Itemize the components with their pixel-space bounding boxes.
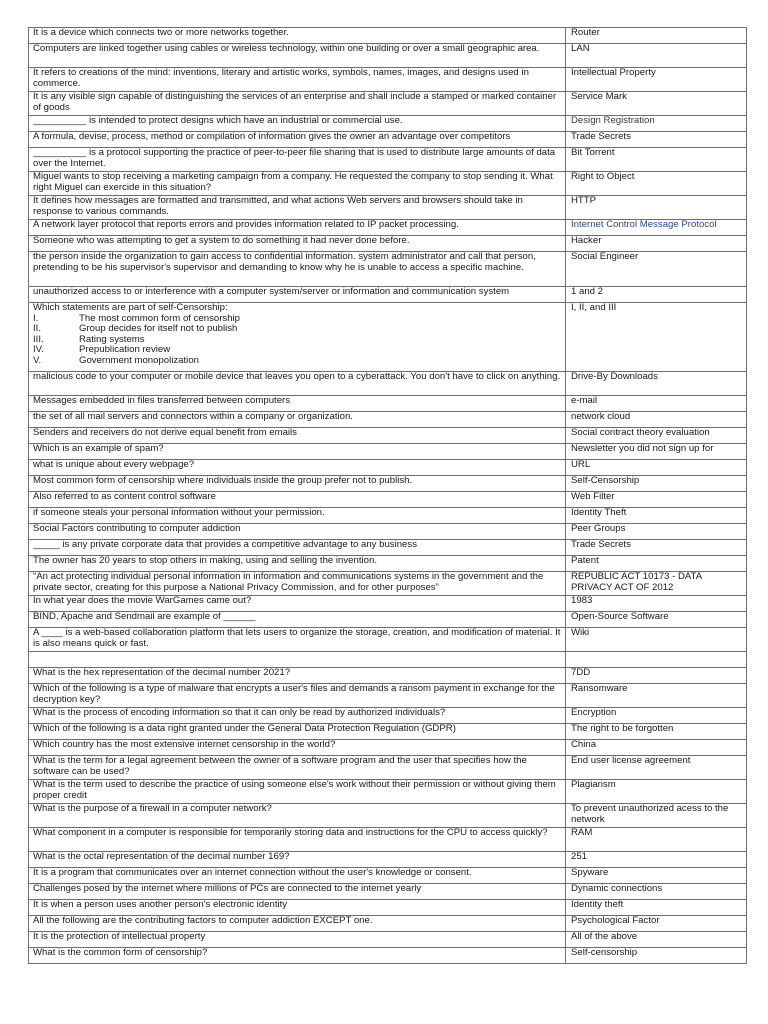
question-cell: Most common form of censorship where individuals inside the group prefer not to publish. [29,476,566,492]
question-cell: malicious code to your computer or mobile device that leaves you open to a cyberattack. You don't have to click on anything. [29,372,566,396]
question-cell: Which of the following is a data right granted under the General Data Protection Regulation (GDPR) [29,724,566,740]
answer-cell: Web Filter [566,492,747,508]
answer-cell: To prevent unauthorized acess to the network [566,804,747,828]
table-row [29,668,747,684]
answer-cell: Identity theft [566,900,747,916]
question-cell: Senders and receivers do not derive equal benefit from emails [29,428,566,444]
answer-cell: Identity Theft [566,508,747,524]
question-cell: the person inside the organization to gain access to confidential information. system administrator and call that person, pretending to be his supervisor's supervisor and demanding to know why he is unable to access a specific machine. [29,252,566,287]
table-row [29,68,747,92]
answer-cell: Hacker [566,236,747,252]
table-row [29,28,747,44]
table-row [29,172,747,196]
table-row [29,628,747,652]
question-cell [29,652,566,668]
question-cell: _____ is any private corporate data that provides a competitive advantage to any business [29,540,566,556]
answer-cell: Trade Secrets [566,540,747,556]
table-row [29,724,747,740]
table-row [29,287,747,303]
answer-cell: Dynamic connections [566,884,747,900]
question-cell: It is any visible sign capable of distinguishing the services of an enterprise and shall include a stamped or marked container of goods [29,92,566,116]
table-row [29,492,747,508]
answer-cell: Bit Torrent [566,148,747,172]
table-row [29,884,747,900]
question-cell: What is the term for a legal agreement between the owner of a software program and the user that specifies how the software can be used? [29,756,566,780]
table-row [29,852,747,868]
table-row [29,804,747,828]
question-cell: In what year does the movie WarGames came out? [29,596,566,612]
list-number: I. [33,312,39,324]
answer-cell: Newsletter you did not sign up for [566,444,747,460]
list-number: IV. [33,344,44,356]
table-row [29,252,747,287]
list-text: Group decides for itself not to publish [79,323,238,335]
answer-cell: Peer Groups [566,524,747,540]
table-row [29,236,747,252]
table-row [29,303,747,372]
table-row [29,444,747,460]
table-row [29,556,747,572]
answer-cell: RAM [566,828,747,852]
table-row [29,460,747,476]
table-row [29,372,747,396]
table-row [29,708,747,724]
quiz-sheet [28,27,746,964]
table-row [29,652,747,668]
question-cell: A ____ is a web-based collaboration platform that lets users to organize the storage, creation, and modification of material. It is also means quick or fast. [29,628,566,652]
answer-cell: Intellectual Property [566,68,747,92]
list-text: The most common form of censorship [79,312,241,324]
answer-cell: Psychological Factor [566,916,747,932]
table-row [29,476,747,492]
list-number: II. [33,323,41,335]
table-row [29,220,747,236]
table-row [29,148,747,172]
question-cell: It defines how messages are formatted and transmitted, and what actions Web servers and browsers should take in response to various commands. [29,196,566,220]
answer-cell: Social Engineer [566,252,747,287]
question-cell: Which of the following is a type of malware that encrypts a user's files and demands a ransom payment in exchange for the decryption key? [29,684,566,708]
question-cell: __________ is intended to protect designs which have an industrial or commercial use. [29,116,566,132]
answer-cell: Social contract theory evaluation [566,428,747,444]
answer-cell: Spyware [566,868,747,884]
question-cell: It is a program that communicates over an internet connection without the user's knowledge or consent. [29,868,566,884]
table-row [29,524,747,540]
answer-cell: 1983 [566,596,747,612]
question-cell: What is the process of encoding information so that it can only be read by authorized individuals? [29,708,566,724]
question-cell: Which is an example of spam? [29,444,566,460]
answer-cell: The right to be forgotten [566,724,747,740]
question-cell: It is the protection of intellectual property [29,932,566,948]
question-cell: It refers to creations of the mind: inventions, literary and artistic works, symbols, names, images, and designs used in commerce. [29,68,566,92]
question-cell: the set of all mail servers and connectors within a company or organization. [29,412,566,428]
answer-cell [566,652,747,668]
question-cell: what is unique about every webpage? [29,460,566,476]
question-cell: Miguel wants to stop receiving a marketing campaign from a company. He requested the company to stop sending it. What right Miguel can exercide in this situation? [29,172,566,196]
question-cell: What component in a computer is responsible for temporarily storing data and instructions for the CPU to access quickly? [29,828,566,852]
question-cell: unauthorized access to or interference with a computer system/server or information and communication system [29,287,566,303]
table-row [29,916,747,932]
question-text: Which statements are part of self-Censorship: [33,302,228,313]
table-row [29,684,747,708]
answer-cell: Plagiarism [566,780,747,804]
answer-cell: REPUBLIC ACT 10173 - DATA PRIVACY ACT OF 2012 [566,572,747,596]
table-row [29,596,747,612]
question-cell: A network layer protocol that reports errors and provides information related to IP packet processing. [29,220,566,236]
answer-cell: 7DD [566,668,747,684]
question-cell: It is a device which connects two or more networks together. [29,28,566,44]
question-cell: What is the common form of censorship? [29,948,566,964]
table-row [29,508,747,524]
answer-cell: End user license agreement [566,756,747,780]
table-row [29,92,747,116]
question-cell: Computers are linked together using cables or wireless technology, within one building or over a small geographic area. [29,44,566,68]
table-row [29,740,747,756]
answer-cell: Patent [566,556,747,572]
list-number: V. [33,354,42,366]
table-row [29,828,747,852]
answer-cell: Open-Source Software [566,612,747,628]
table-row [29,428,747,444]
answer-cell: Self-censorship [566,948,747,964]
answer-cell: Router [566,28,747,44]
list-text: Rating systems [79,333,145,345]
table-row [29,132,747,148]
table-row [29,900,747,916]
answer-cell: Internet Control Message Protocol [566,220,747,236]
table-row [29,932,747,948]
answer-cell: network cloud [566,412,747,428]
answer-cell: 1 and 2 [566,287,747,303]
question-cell: What is the octal representation of the decimal number 169? [29,852,566,868]
question-cell: What is the hex representation of the decimal number 2021? [29,668,566,684]
answer-cell: Self-Censorship [566,476,747,492]
list-number: III. [33,333,44,345]
list-item [33,356,561,367]
question-cell: Someone who was attempting to get a system to do something it had never done before. [29,236,566,252]
question-cell: Challenges posed by the internet where millions of PCs are connected to the internet yearly [29,884,566,900]
table-row [29,780,747,804]
answer-cell: Encryption [566,708,747,724]
answer-cell: Drive-By Downloads [566,372,747,396]
table-row [29,540,747,556]
list-text: Prepublication review [79,344,171,356]
answer-cell: Design Registration [566,116,747,132]
answer-cell: Service Mark [566,92,747,116]
question-cell: A formula, devise, process, method or compilation of information gives the owner an advantage over competitors [29,132,566,148]
question-cell [29,303,566,372]
answer-cell: Trade Secrets [566,132,747,148]
answer-cell: HTTP [566,196,747,220]
table-row [29,44,747,68]
question-cell: What is the purpose of a firewall in a computer network? [29,804,566,828]
answer-cell: China [566,740,747,756]
table-row [29,196,747,220]
question-cell: BIND, Apache and Sendmail are example of ______ [29,612,566,628]
list-text: Government monopolization [79,354,199,366]
answer-cell: e-mail [566,396,747,412]
question-cell: Which country has the most extensive internet censorship in the world? [29,740,566,756]
question-cell: Social Factors contributing to computer addiction [29,524,566,540]
table-row [29,756,747,780]
question-cell: if someone steals your personal information without your permission. [29,508,566,524]
table-row [29,412,747,428]
answer-cell: I, II, and III [566,303,747,372]
answer-cell: Right to Object [566,172,747,196]
table-row [29,948,747,964]
answer-cell: Wiki [566,628,747,652]
answer-cell: LAN [566,44,747,68]
answer-cell: URL [566,460,747,476]
table-row [29,868,747,884]
answer-cell: All of the above [566,932,747,948]
question-cell: What is the term used to describe the practice of using someone else's work without their permission or without giving them proper credit [29,780,566,804]
question-cell: “An act protecting individual personal information in information and communications systems in the government and the private sector, creating for this purpose a National Privacy Commission, and for other purposes” [29,572,566,596]
question-cell: __________ is a protocol supporting the practice of peer-to-peer file sharing that is used to distribute large amounts of data over the Internet. [29,148,566,172]
table-row [29,572,747,596]
question-cell: All the following are the contributing factors to computer addiction EXCEPT one. [29,916,566,932]
question-answer-table [28,27,747,964]
question-cell: Messages embedded in files transferred between computers [29,396,566,412]
table-row [29,116,747,132]
answer-cell: Ransomware [566,684,747,708]
table-row [29,612,747,628]
table-row [29,396,747,412]
question-cell: Also referred to as content control software [29,492,566,508]
question-cell: The owner has 20 years to stop others in making, using and selling the invention. [29,556,566,572]
answer-cell: 251 [566,852,747,868]
question-cell: It is when a person uses another person's electronic identity [29,900,566,916]
